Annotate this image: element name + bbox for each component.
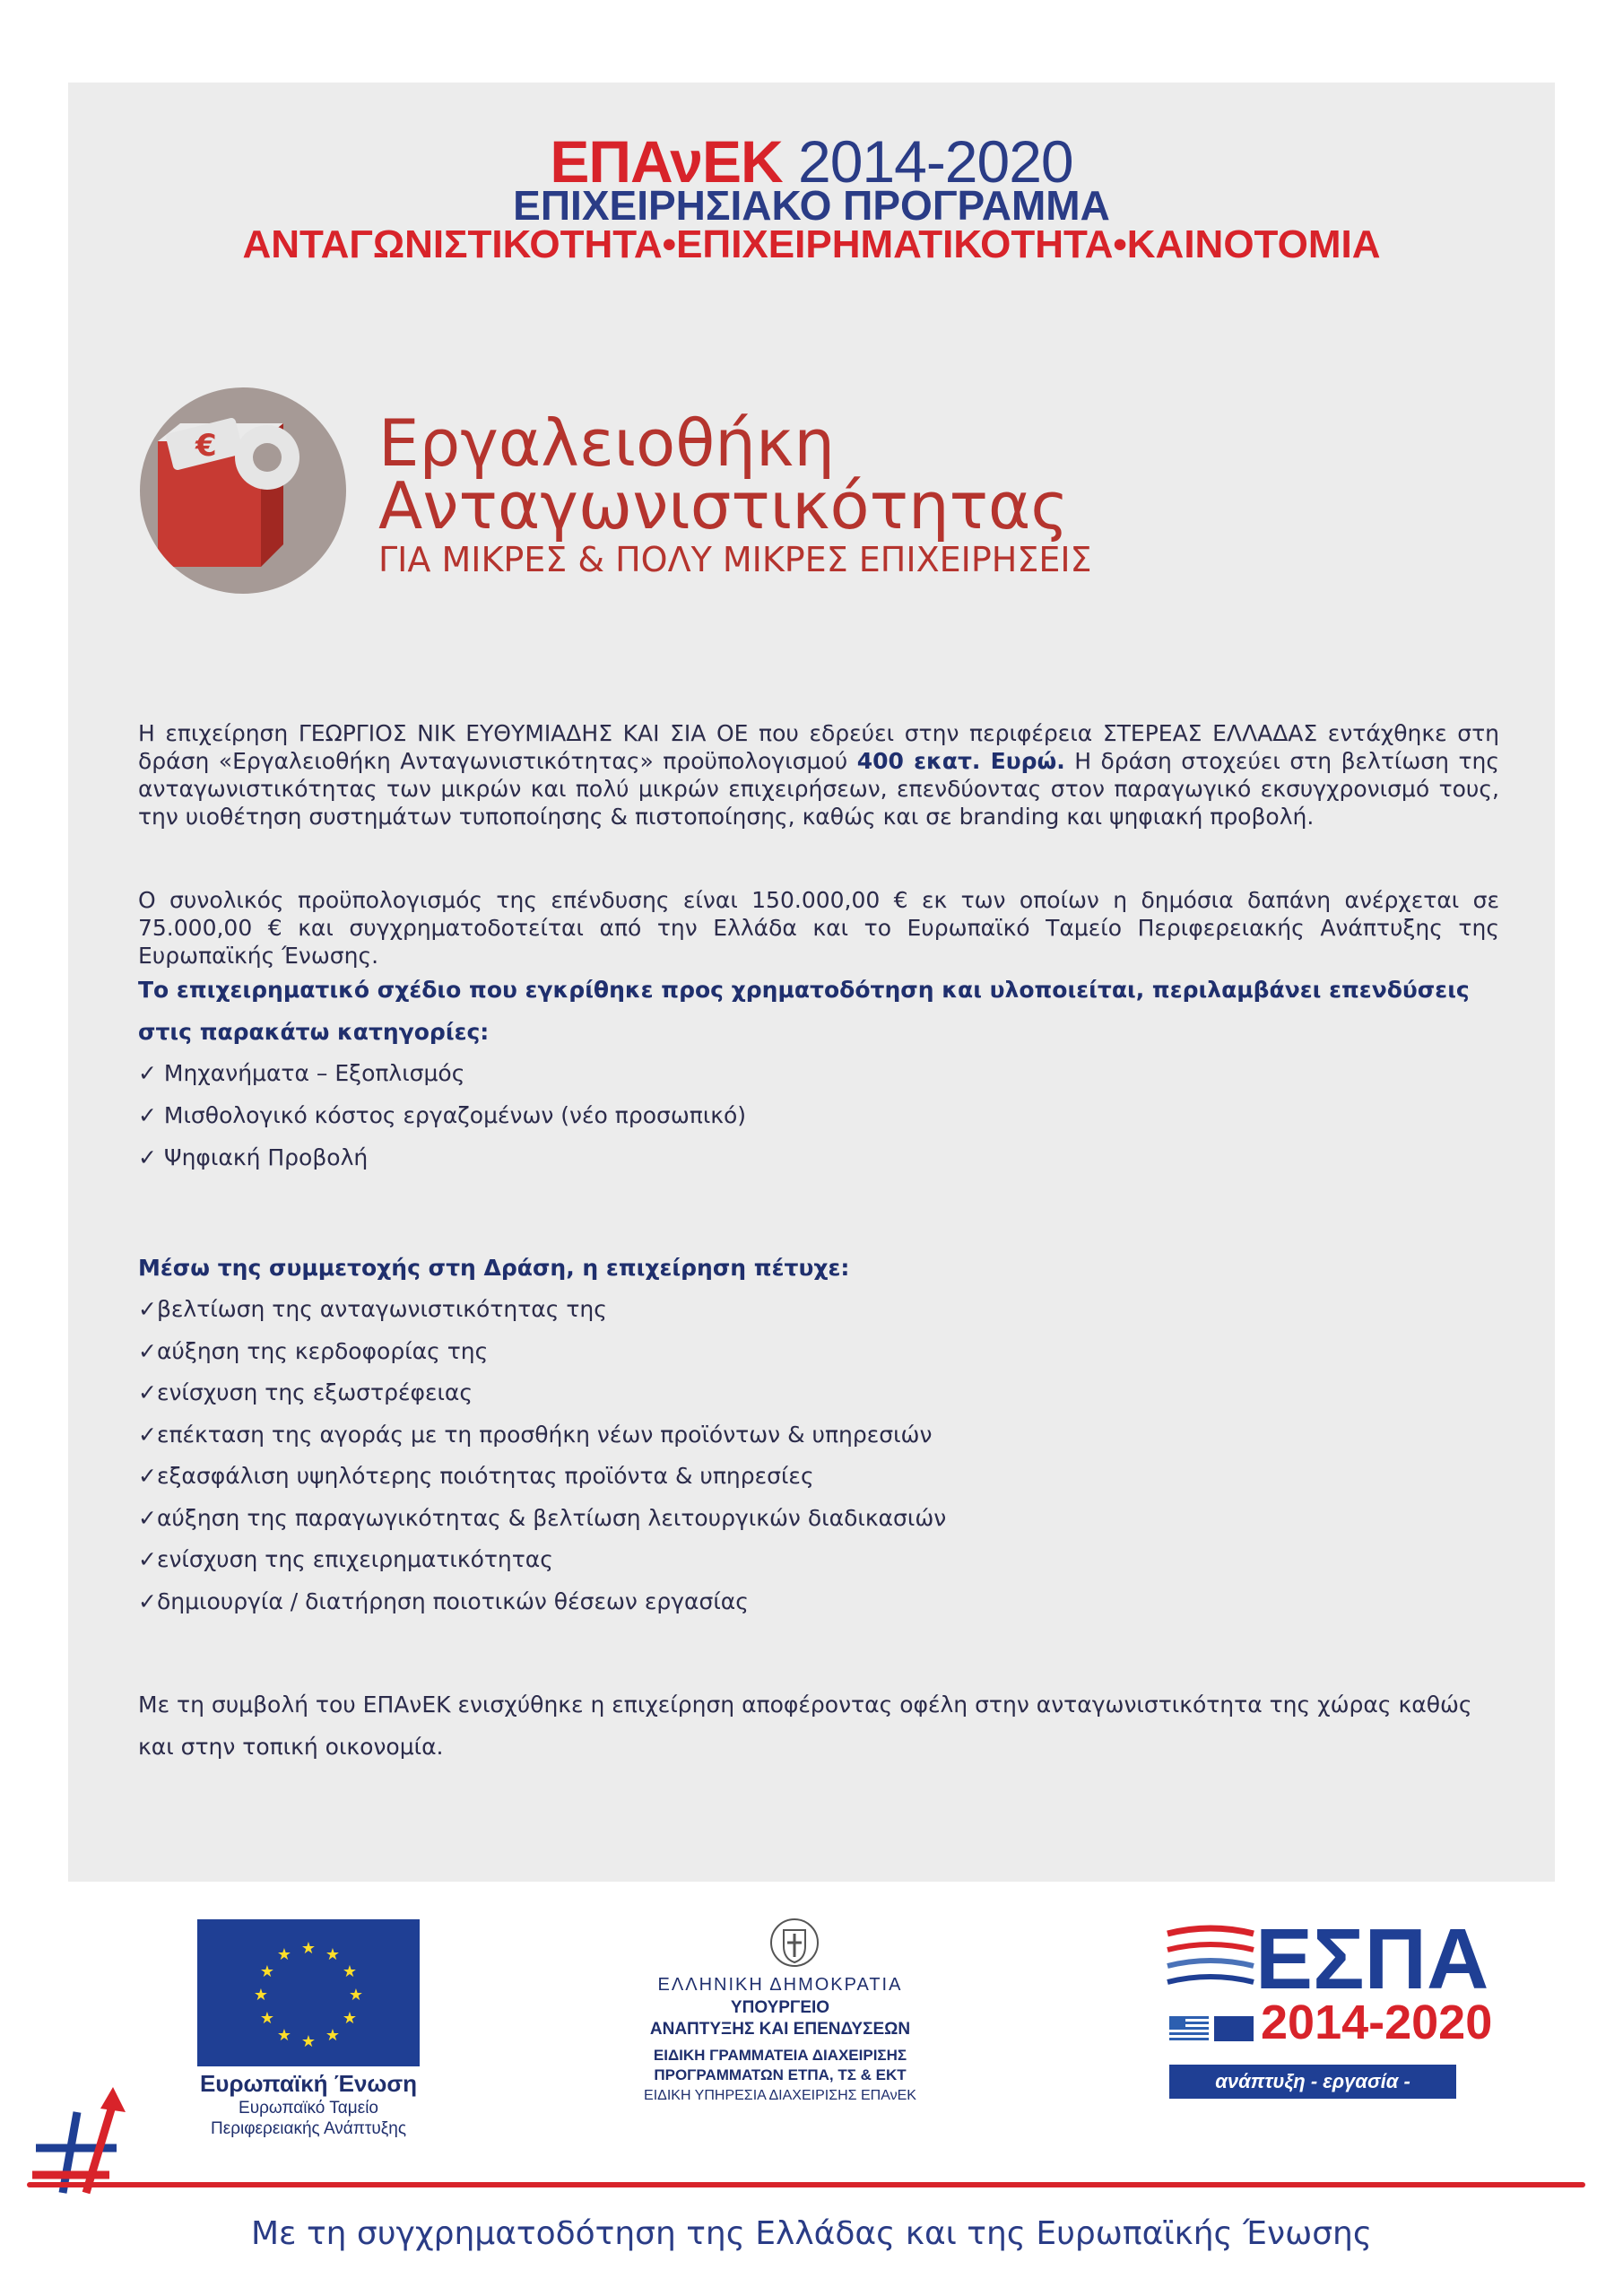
svg-text:★: ★ xyxy=(342,2009,358,2028)
gov-line5: ΠΡΟΓΡΑΜΜΑΤΩΝ ΕΤΠΑ, ΤΣ & ΕΚΤ xyxy=(654,2066,907,2083)
closing-line2: και στην τοπική οικονομία. xyxy=(138,1734,444,1760)
plan-heading-line2: στις παρακάτω κατηγορίες: xyxy=(138,1019,490,1045)
espa-banner: ανάπτυξη - εργασία - αλληλεγγύη xyxy=(1169,2065,1456,2099)
eu-fund-line2: Περιφερειακής Ανάπτυξης xyxy=(211,2119,406,2138)
espa-years: 2014-2020 xyxy=(1261,1996,1493,2049)
svg-text:★: ★ xyxy=(259,1962,275,1981)
svg-text:★: ★ xyxy=(300,1939,317,1958)
svg-text:★: ★ xyxy=(259,2009,275,2028)
gov-line1: ΕΛΛΗΝΙΚΗ ΔΗΜΟΚΡΑΤΙΑ xyxy=(657,1975,903,1995)
budget-paragraph: Ο συνολικός προϋπολογισμός της επένδυσης είναι 150.000,00 € εκ των οποίων η δημόσια δαπάνη ανέρχεται σε 75.000,00 € και συγχρηματοδοτείται από την Ελλάδα και το Ευρωπαϊκό Ταμείο Περιφερειακής Ανάπτυξης της Ευρωπαϊκής Ένωσης. xyxy=(138,887,1499,969)
intro-paragraph xyxy=(138,719,1499,831)
eu-small-flag-icon xyxy=(1214,2016,1254,2041)
svg-text:★: ★ xyxy=(300,2032,317,2051)
svg-text:★: ★ xyxy=(348,1986,364,2005)
category-item: ✓ Μισθολογικό κόστος εργαζομένων (νέο προσωπικό) xyxy=(138,1102,747,1128)
intro-text-b: Η δράση στοχεύει στη βελτίωση της ανταγωνιστικότητας των μικρών και πολύ μικρών επιχειρήσεων, επενδύοντας στον παραγωγικό εκσυγχρονισμό τους, την υιοθέτηση συστημάτων τυποποίησης & πιστοποίησης, καθώς και σε branding και ψηφιακή προβολή. xyxy=(138,748,1500,830)
result-item: ✓αύξηση της παραγωγικότητας & βελτίωση λειτουργικών διαδικασιών xyxy=(138,1505,947,1531)
brand-years: 2014-2020 xyxy=(798,128,1073,195)
toolbox-subtitle: ΓΙΑ ΜΙΚΡΕΣ & ΠΟΛΥ ΜΙΚΡΕΣ ΕΠΙΧΕΙΡΗΣΕΙΣ xyxy=(378,540,1092,579)
svg-text:★: ★ xyxy=(325,2026,341,2045)
svg-text:★: ★ xyxy=(342,1962,358,1981)
brand-epanek: ΕΠΑνΕΚ xyxy=(550,128,783,195)
plan-heading-line1: Το επιχειρηματικό σχέδιο που εγκρίθηκε προς χρηματοδότηση και υλοποιείται, περιλαμβάνει επενδύσεις xyxy=(138,977,1470,1003)
cofunding-footer: Με τη συγχρηματοδότηση της Ελλάδας και της Ευρωπαϊκής Ένωσης xyxy=(250,2215,1372,2252)
svg-text:★: ★ xyxy=(276,2026,292,2045)
category-item: ✓ Ψηφιακή Προβολή xyxy=(138,1144,369,1170)
result-item: ✓ενίσχυση της επιχειρηματικότητας xyxy=(138,1546,553,1572)
result-item: ✓αύξηση της κερδοφορίας της xyxy=(138,1338,489,1364)
eu-title: Ευρωπαϊκή Ένωση xyxy=(199,2070,418,2097)
content-panel xyxy=(68,83,1555,1882)
intro-text-a: Η επιχείρηση ΓΕΩΡΓΙΟΣ ΝΙΚ ΕΥΘΥΜΙΑΔΗΣ ΚΑΙ ΣΙΑ ΟΕ που εδρεύει στην περιφέρεια ΣΤΕΡΕΑΣ ΕΛΛΑΔΑΣ εντάχθηκε στη δράση «Εργαλειοθήκη Ανταγωνιστικότητας» προϋπολογισμού xyxy=(138,720,1499,774)
euro-sign: € xyxy=(195,428,217,464)
svg-text:★: ★ xyxy=(276,1945,292,1964)
greek-coat-of-arms-icon xyxy=(768,1918,821,1971)
toolbox-title-line2: Ανταγωνιστικότητας xyxy=(378,468,1069,544)
footer-divider xyxy=(27,2182,1585,2187)
result-item: ✓δημιουργία / διατήρηση ποιοτικών θέσεων εργασίας xyxy=(138,1588,749,1614)
toolbox-title-line1: Εργαλειοθήκη xyxy=(378,405,835,481)
espa-title: ΕΣΠΑ xyxy=(1255,1911,1489,2007)
gov-line6: ΕΙΔΙΚΗ ΥΠΗΡΕΣΙΑ ΔΙΑΧΕΙΡΙΣΗΣ ΕΠΑνΕΚ xyxy=(644,2088,916,2103)
category-item: ✓ Μηχανήματα – Εξοπλισμός xyxy=(138,1060,465,1086)
result-item: ✓επέκταση της αγοράς με τη προσθήκη νέων προϊόντων & υπηρεσιών xyxy=(138,1422,933,1448)
gov-line3: ΑΝΑΠΤΥΞΗΣ ΚΑΙ ΕΠΕΝΔΥΣΕΩΝ xyxy=(649,2020,911,2039)
result-item: ✓εξασφάλιση υψηλότερης ποιότητας προϊόντα & υπηρεσίες xyxy=(138,1463,814,1489)
espa-swoosh-icon xyxy=(1166,1921,1255,2005)
program-title: ΕΠΙΧΕΙΡΗΣΙΑΚΟ ΠΡΟΓΡΑΜΜΑ xyxy=(513,182,1110,229)
program-tagline: ΑΝΤΑΓΩΝΙΣΤΙΚΟΤΗΤΑ•ΕΠΙΧΕΙΡΗΜΑΤΙΚΟΤΗΤΑ•ΚΑΙΝΟΤΟΜΙΑ xyxy=(242,222,1381,266)
result-item: ✓ενίσχυση της εξωστρέφειας xyxy=(138,1379,473,1405)
eu-flag-icon xyxy=(197,1919,420,2066)
svg-text:★: ★ xyxy=(325,1945,341,1964)
gov-line4: ΕΙΔΙΚΗ ΓΡΑΜΜΑΤΕΙΑ ΔΙΑΧΕΙΡΙΣΗΣ xyxy=(653,2047,907,2064)
result-item: ✓βελτίωση της ανταγωνιστικότητας της xyxy=(138,1296,607,1322)
results-heading: Μέσω της συμμετοχής στη Δράση, η επιχείρηση πέτυχε: xyxy=(138,1255,850,1281)
svg-text:★: ★ xyxy=(253,1986,269,2005)
budget-amount: 400 εκατ. Ευρώ. xyxy=(856,748,1065,774)
gov-line2: ΥΠΟΥΡΓΕΙΟ xyxy=(730,1998,830,2017)
greek-flag-icon xyxy=(1169,2016,1209,2041)
eu-fund-line1: Ευρωπαϊκό Ταμείο xyxy=(239,2099,378,2118)
toolbox-logo-icon xyxy=(140,387,346,594)
closing-line1: Με τη συμβολή του ΕΠΑνΕΚ ενισχύθηκε η επιχείρηση αποφέροντας οφέλη στην ανταγωνιστικότητα της χώρας καθώς xyxy=(138,1692,1472,1718)
